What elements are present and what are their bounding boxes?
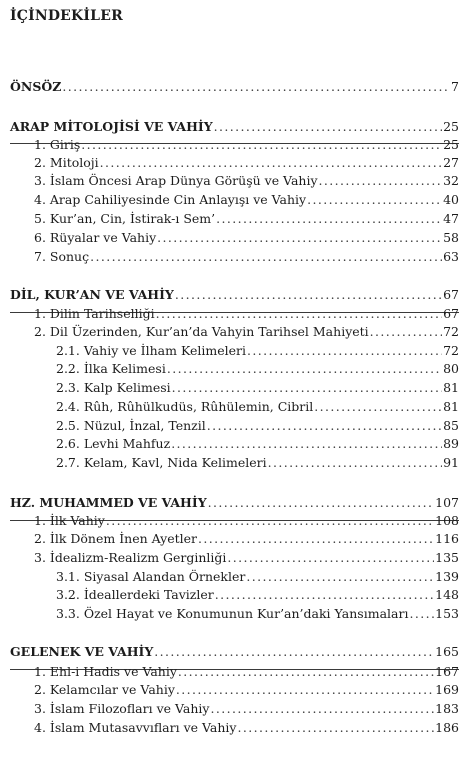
toc-page-number: 58 — [443, 230, 459, 245]
dot-leader — [216, 210, 442, 228]
toc-entry-label: DİL, KUR’AN VE VAHİY — [10, 287, 174, 302]
toc-entry-label: 2.2. İlka Kelimesi — [56, 361, 166, 376]
toc-entry — [34, 530, 459, 548]
page-title: İÇİNDEKİLER — [10, 8, 123, 24]
dot-leader — [156, 305, 443, 323]
toc-entry-label: 1. Dilin Tarihselliği — [34, 306, 155, 321]
toc-entry-label: 2.6. Levhi Mahfuz — [56, 436, 171, 451]
dot-leader — [268, 454, 442, 472]
toc-entry-label: 6. Rüyalar ve Vahiy — [34, 230, 157, 245]
toc-page-number: 107 — [435, 495, 459, 510]
toc-entry-label: 1. İlk Vahiy — [34, 513, 105, 528]
toc-entry-label: 7. Sonuç — [34, 249, 90, 264]
toc-entry-label: ARAP MİTOLOJİSİ VE VAHİY — [10, 119, 213, 134]
dot-leader — [227, 549, 434, 567]
dot-leader — [207, 417, 442, 435]
toc-entry — [56, 454, 459, 472]
toc-entry — [34, 172, 459, 190]
toc-page-number: 135 — [435, 550, 459, 565]
toc-entry-label: 2.1. Vahiy ve İlham Kelimeleri — [56, 343, 246, 358]
dot-leader — [210, 700, 434, 718]
toc-entry-label: 3.2. İdeallerdeki Tavizler — [56, 587, 214, 602]
toc-entry — [34, 191, 459, 209]
toc-page-number: 67 — [443, 287, 459, 302]
toc-entry — [56, 417, 459, 435]
toc-entry — [34, 700, 459, 718]
dot-leader — [370, 323, 442, 341]
toc-entry-label: 5. Kur’an, Cin, İstirak-ı Sem’ — [34, 211, 216, 226]
toc-entry-label: 4. Arap Cahiliyesinde Cin Anlayışı ve Vahiy — [34, 192, 307, 207]
toc-entry — [34, 305, 459, 323]
toc-entry — [56, 586, 459, 604]
toc-page-number: 25 — [443, 137, 459, 152]
toc-entry-label: 2. Mitoloji — [34, 155, 99, 170]
dot-leader — [81, 136, 442, 154]
toc-page-number: 67 — [443, 306, 459, 321]
toc-entry — [34, 229, 459, 247]
dot-leader — [314, 398, 442, 416]
dot-leader — [409, 605, 434, 623]
toc-entry — [34, 681, 459, 699]
toc-section-heading — [10, 286, 459, 304]
toc-entry-label: ÖNSÖZ — [10, 79, 62, 94]
dot-leader — [175, 286, 442, 304]
dot-leader — [154, 643, 434, 661]
dot-leader — [319, 172, 443, 190]
toc-page-number: 81 — [443, 380, 459, 395]
toc-page-number: 32 — [443, 173, 459, 188]
toc-entry — [56, 568, 459, 586]
toc-entry — [34, 248, 459, 266]
toc-entry-label: 3. İdealizm-Realizm Gerginliği — [34, 550, 227, 565]
toc-page-number: 89 — [443, 436, 459, 451]
toc-entry-label: HZ. MUHAMMED VE VAHİY — [10, 495, 207, 510]
toc-page-number: 80 — [443, 361, 459, 376]
toc-entry-label: GELENEK VE VAHİY — [10, 644, 154, 659]
toc-entry-label: 4. İslam Mutasavvıfları ve Vahiy — [34, 720, 237, 735]
toc-entry — [56, 360, 459, 378]
dot-leader — [214, 118, 442, 136]
dot-leader — [172, 379, 442, 397]
toc-entry — [56, 398, 459, 416]
toc-entry-label: 3. İslam Filozofları ve Vahiy — [34, 701, 210, 716]
toc-entry — [34, 210, 459, 228]
dot-leader — [100, 154, 442, 172]
toc-entry — [56, 605, 459, 623]
toc-entry-label: 2.4. Rûh, Rûhülkudüs, Rûhülemin, Cibril — [56, 399, 314, 414]
dot-leader — [167, 360, 442, 378]
dot-leader — [237, 719, 434, 737]
dot-leader — [247, 342, 442, 360]
toc-entry — [34, 663, 459, 681]
toc-page-number: 186 — [435, 720, 459, 735]
toc-entry — [34, 549, 459, 567]
toc-section-heading — [10, 78, 459, 96]
toc-page-number: 167 — [435, 664, 459, 679]
toc-page-number: 91 — [443, 455, 459, 470]
toc-entry — [56, 342, 459, 360]
toc-entry-label: 1. Ehl-i Hadis ve Vahiy — [34, 664, 177, 679]
toc-entry — [34, 136, 459, 154]
toc-entry — [34, 154, 459, 172]
toc-entry-label: 2.7. Kelam, Kavl, Nida Kelimeleri — [56, 455, 267, 470]
toc-page-number: 7 — [451, 79, 459, 94]
toc-page-number: 148 — [435, 587, 459, 602]
toc-page-number: 85 — [443, 418, 459, 433]
toc-page-number: 169 — [435, 682, 459, 697]
toc-section-heading — [10, 118, 459, 136]
toc-entry — [34, 719, 459, 737]
dot-leader — [246, 568, 434, 586]
toc-entry-label: 2. Dil Üzerinden, Kur’an’da Vahyin Tarihsel Mahiyeti — [34, 324, 369, 339]
dot-leader — [62, 78, 450, 96]
toc-page-number: 153 — [435, 606, 459, 621]
toc-entry-label: 2. İlk Dönem İnen Ayetler — [34, 531, 197, 546]
dot-leader — [171, 435, 442, 453]
dot-leader — [90, 248, 442, 266]
dot-leader — [307, 191, 442, 209]
toc-section-heading — [10, 643, 459, 661]
toc-entry-label: 3.1. Siyasal Alandan Örnekler — [56, 569, 246, 584]
toc-entry-label: 2. Kelamcılar ve Vahiy — [34, 682, 175, 697]
toc-page-number: 27 — [443, 155, 459, 170]
toc-page-number: 72 — [443, 343, 459, 358]
toc-page-number: 63 — [443, 249, 459, 264]
toc-entry-label: 1. Giriş — [34, 137, 81, 152]
toc-page-number: 183 — [435, 701, 459, 716]
toc-page-number: 40 — [443, 192, 459, 207]
toc-page-number: 108 — [435, 513, 459, 528]
toc-page-number: 165 — [435, 644, 459, 659]
dot-leader — [215, 586, 434, 604]
dot-leader — [157, 229, 442, 247]
toc-page-number: 139 — [435, 569, 459, 584]
toc-page-number: 47 — [443, 211, 459, 226]
toc-entry — [34, 323, 459, 341]
toc-entry — [34, 512, 459, 530]
dot-leader — [178, 663, 434, 681]
toc-page-number: 25 — [443, 119, 459, 134]
toc-entry-label: 2.3. Kalp Kelimesi — [56, 380, 171, 395]
toc-entry-label: 3.3. Özel Hayat ve Konumunun Kur’an’daki Yansımaları — [56, 606, 409, 621]
toc-page-number: 72 — [443, 324, 459, 339]
dot-leader — [106, 512, 434, 530]
toc-page-number: 81 — [443, 399, 459, 414]
dot-leader — [208, 494, 434, 512]
toc-entry-label: 2.5. Nüzul, İnzal, Tenzil — [56, 418, 206, 433]
toc-page-number: 116 — [435, 531, 459, 546]
toc-entry — [56, 435, 459, 453]
toc-section-heading — [10, 494, 459, 512]
dot-leader — [176, 681, 434, 699]
toc-entry — [56, 379, 459, 397]
dot-leader — [198, 530, 434, 548]
toc-entry-label: 3. İslam Öncesi Arap Dünya Görüşü ve Vahiy — [34, 173, 318, 188]
